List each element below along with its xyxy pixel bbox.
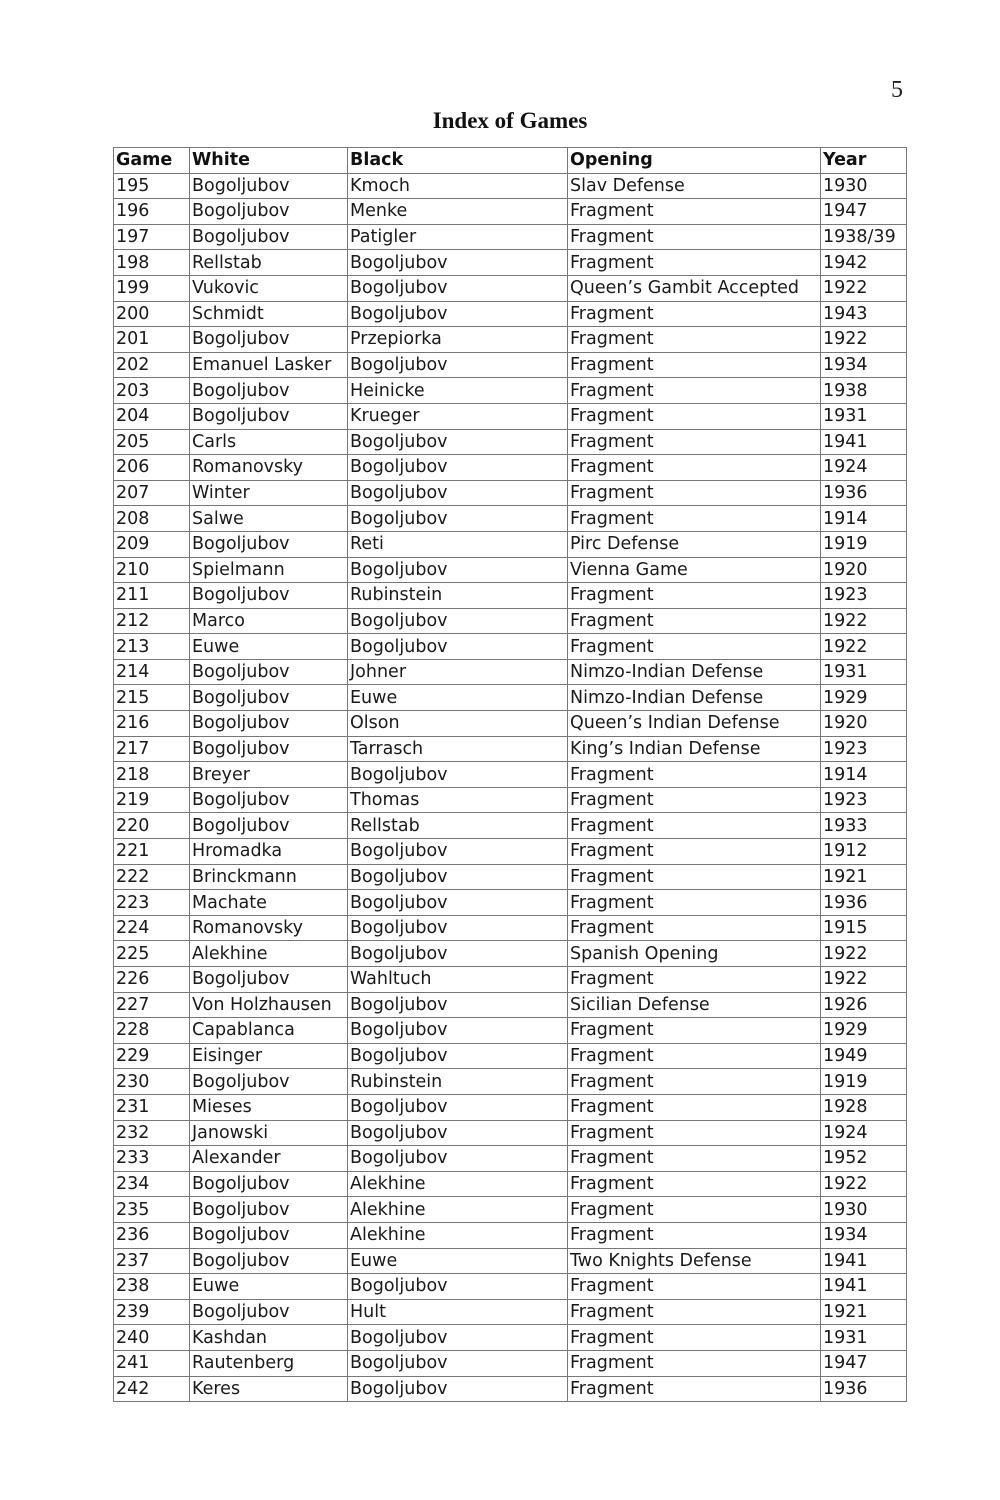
white-player-cell: Bogoljubov: [190, 224, 348, 250]
year-cell: 1941: [821, 429, 907, 455]
year-cell: 1921: [821, 864, 907, 890]
year-cell: 1922: [821, 1171, 907, 1197]
white-player-cell: Euwe: [190, 634, 348, 660]
year-cell: 1919: [821, 531, 907, 557]
opening-cell: Queen’s Gambit Accepted: [568, 275, 821, 301]
page-number: 5: [891, 77, 903, 103]
black-player-cell: Olson: [348, 711, 568, 737]
year-cell: 1952: [821, 1146, 907, 1172]
game-number-cell: 210: [114, 557, 190, 583]
opening-cell: Fragment: [568, 403, 821, 429]
year-cell: 1920: [821, 557, 907, 583]
white-player-cell: Bogoljubov: [190, 327, 348, 353]
column-header-white: White: [190, 148, 348, 174]
black-player-cell: Tarrasch: [348, 736, 568, 762]
opening-cell: King’s Indian Defense: [568, 736, 821, 762]
black-player-cell: Bogoljubov: [348, 839, 568, 865]
game-number-cell: 234: [114, 1171, 190, 1197]
game-number-cell: 224: [114, 915, 190, 941]
opening-cell: Fragment: [568, 1325, 821, 1351]
white-player-cell: Rellstab: [190, 250, 348, 276]
white-player-cell: Bogoljubov: [190, 173, 348, 199]
table-row: [114, 762, 907, 788]
white-player-cell: Euwe: [190, 1274, 348, 1300]
games-index-table: [113, 147, 907, 1402]
table-row: [114, 275, 907, 301]
year-cell: 1938/39: [821, 224, 907, 250]
table-row: [114, 1222, 907, 1248]
opening-cell: Fragment: [568, 762, 821, 788]
game-number-cell: 200: [114, 301, 190, 327]
white-player-cell: Bogoljubov: [190, 403, 348, 429]
opening-cell: Fragment: [568, 1376, 821, 1402]
column-header-black: Black: [348, 148, 568, 174]
black-player-cell: Bogoljubov: [348, 992, 568, 1018]
year-cell: 1936: [821, 1376, 907, 1402]
white-player-cell: Bogoljubov: [190, 1197, 348, 1223]
white-player-cell: Bogoljubov: [190, 1222, 348, 1248]
table-row: [114, 634, 907, 660]
year-cell: 1943: [821, 301, 907, 327]
game-number-cell: 201: [114, 327, 190, 353]
game-number-cell: 218: [114, 762, 190, 788]
table-row: [114, 327, 907, 353]
white-player-cell: Janowski: [190, 1120, 348, 1146]
opening-cell: Fragment: [568, 1018, 821, 1044]
opening-cell: Fragment: [568, 1069, 821, 1095]
game-number-cell: 217: [114, 736, 190, 762]
black-player-cell: Heinicke: [348, 378, 568, 404]
white-player-cell: Vukovic: [190, 275, 348, 301]
table-row: [114, 557, 907, 583]
table-row: [114, 455, 907, 481]
game-number-cell: 196: [114, 199, 190, 225]
opening-cell: Fragment: [568, 327, 821, 353]
table-row: [114, 250, 907, 276]
white-player-cell: Spielmann: [190, 557, 348, 583]
table-row: [114, 864, 907, 890]
black-player-cell: Bogoljubov: [348, 864, 568, 890]
opening-cell: Fragment: [568, 864, 821, 890]
white-player-cell: Bogoljubov: [190, 1171, 348, 1197]
white-player-cell: Bogoljubov: [190, 583, 348, 609]
game-number-cell: 237: [114, 1248, 190, 1274]
white-player-cell: Bogoljubov: [190, 685, 348, 711]
game-number-cell: 236: [114, 1222, 190, 1248]
white-player-cell: Bogoljubov: [190, 1299, 348, 1325]
table-row: [114, 711, 907, 737]
year-cell: 1934: [821, 1222, 907, 1248]
black-player-cell: Bogoljubov: [348, 1043, 568, 1069]
opening-cell: Fragment: [568, 583, 821, 609]
table-row: [114, 1043, 907, 1069]
white-player-cell: Bogoljubov: [190, 711, 348, 737]
year-cell: 1914: [821, 506, 907, 532]
white-player-cell: Kashdan: [190, 1325, 348, 1351]
game-number-cell: 221: [114, 839, 190, 865]
game-number-cell: 227: [114, 992, 190, 1018]
game-number-cell: 195: [114, 173, 190, 199]
opening-cell: Fragment: [568, 608, 821, 634]
black-player-cell: Menke: [348, 199, 568, 225]
game-number-cell: 230: [114, 1069, 190, 1095]
game-number-cell: 202: [114, 352, 190, 378]
black-player-cell: Johner: [348, 659, 568, 685]
black-player-cell: Bogoljubov: [348, 608, 568, 634]
black-player-cell: Bogoljubov: [348, 557, 568, 583]
white-player-cell: Von Holzhausen: [190, 992, 348, 1018]
game-number-cell: 235: [114, 1197, 190, 1223]
game-number-cell: 199: [114, 275, 190, 301]
game-number-cell: 203: [114, 378, 190, 404]
game-number-cell: 206: [114, 455, 190, 481]
game-number-cell: 225: [114, 941, 190, 967]
game-number-cell: 231: [114, 1094, 190, 1120]
game-number-cell: 238: [114, 1274, 190, 1300]
table-row: [114, 1350, 907, 1376]
opening-cell: Fragment: [568, 1222, 821, 1248]
black-player-cell: Alekhine: [348, 1222, 568, 1248]
opening-cell: Sicilian Defense: [568, 992, 821, 1018]
table-row: [114, 1018, 907, 1044]
game-number-cell: 239: [114, 1299, 190, 1325]
column-header-year: Year: [821, 148, 907, 174]
white-player-cell: Rautenberg: [190, 1350, 348, 1376]
table-body: [114, 173, 907, 1402]
column-header-opening: Opening: [568, 148, 821, 174]
opening-cell: Fragment: [568, 455, 821, 481]
table-row: [114, 403, 907, 429]
table-row: [114, 1146, 907, 1172]
game-number-cell: 219: [114, 787, 190, 813]
year-cell: 1947: [821, 1350, 907, 1376]
year-cell: 1931: [821, 403, 907, 429]
year-cell: 1923: [821, 736, 907, 762]
table-row: [114, 352, 907, 378]
opening-cell: Fragment: [568, 378, 821, 404]
black-player-cell: Bogoljubov: [348, 941, 568, 967]
year-cell: 1936: [821, 480, 907, 506]
table-row: [114, 378, 907, 404]
year-cell: 1929: [821, 685, 907, 711]
year-cell: 1931: [821, 659, 907, 685]
opening-cell: Slav Defense: [568, 173, 821, 199]
year-cell: 1923: [821, 787, 907, 813]
opening-cell: Fragment: [568, 429, 821, 455]
black-player-cell: Alekhine: [348, 1171, 568, 1197]
white-player-cell: Marco: [190, 608, 348, 634]
opening-cell: Fragment: [568, 1094, 821, 1120]
year-cell: 1915: [821, 915, 907, 941]
black-player-cell: Rellstab: [348, 813, 568, 839]
table-row: [114, 659, 907, 685]
table-row: [114, 1325, 907, 1351]
game-number-cell: 204: [114, 403, 190, 429]
white-player-cell: Eisinger: [190, 1043, 348, 1069]
white-player-cell: Salwe: [190, 506, 348, 532]
table-row: [114, 583, 907, 609]
year-cell: 1922: [821, 634, 907, 660]
table-row: [114, 1274, 907, 1300]
black-player-cell: Bogoljubov: [348, 1274, 568, 1300]
black-player-cell: Bogoljubov: [348, 429, 568, 455]
year-cell: 1922: [821, 967, 907, 993]
year-cell: 1922: [821, 608, 907, 634]
opening-cell: Fragment: [568, 890, 821, 916]
table-row: [114, 941, 907, 967]
table-row: [114, 967, 907, 993]
year-cell: 1933: [821, 813, 907, 839]
year-cell: 1926: [821, 992, 907, 1018]
table-row: [114, 915, 907, 941]
black-player-cell: Bogoljubov: [348, 890, 568, 916]
black-player-cell: Euwe: [348, 1248, 568, 1274]
white-player-cell: Machate: [190, 890, 348, 916]
game-number-cell: 213: [114, 634, 190, 660]
black-player-cell: Bogoljubov: [348, 250, 568, 276]
table-row: [114, 199, 907, 225]
game-number-cell: 232: [114, 1120, 190, 1146]
black-player-cell: Bogoljubov: [348, 1325, 568, 1351]
table-row: [114, 890, 907, 916]
black-player-cell: Rubinstein: [348, 1069, 568, 1095]
table-row: [114, 813, 907, 839]
white-player-cell: Breyer: [190, 762, 348, 788]
opening-cell: Fragment: [568, 1043, 821, 1069]
table-row: [114, 531, 907, 557]
white-player-cell: Hromadka: [190, 839, 348, 865]
white-player-cell: Romanovsky: [190, 455, 348, 481]
game-number-cell: 223: [114, 890, 190, 916]
white-player-cell: Brinckmann: [190, 864, 348, 890]
opening-cell: Nimzo-Indian Defense: [568, 685, 821, 711]
white-player-cell: Alexander: [190, 1146, 348, 1172]
year-cell: 1931: [821, 1325, 907, 1351]
year-cell: 1934: [821, 352, 907, 378]
opening-cell: Fragment: [568, 634, 821, 660]
year-cell: 1928: [821, 1094, 907, 1120]
white-player-cell: Bogoljubov: [190, 199, 348, 225]
black-player-cell: Przepiorka: [348, 327, 568, 353]
table-row: [114, 1197, 907, 1223]
table-row: [114, 224, 907, 250]
game-number-cell: 222: [114, 864, 190, 890]
black-player-cell: Thomas: [348, 787, 568, 813]
black-player-cell: Reti: [348, 531, 568, 557]
page-title: Index of Games: [432, 108, 588, 133]
black-player-cell: Bogoljubov: [348, 506, 568, 532]
opening-cell: Fragment: [568, 787, 821, 813]
year-cell: 1938: [821, 378, 907, 404]
table-row: [114, 1120, 907, 1146]
black-player-cell: Patigler: [348, 224, 568, 250]
opening-cell: Fragment: [568, 839, 821, 865]
game-number-cell: 212: [114, 608, 190, 634]
white-player-cell: Bogoljubov: [190, 787, 348, 813]
white-player-cell: Romanovsky: [190, 915, 348, 941]
opening-cell: Vienna Game: [568, 557, 821, 583]
opening-cell: Fragment: [568, 1197, 821, 1223]
opening-cell: Queen’s Indian Defense: [568, 711, 821, 737]
column-header-game: Game: [114, 148, 190, 174]
white-player-cell: Bogoljubov: [190, 531, 348, 557]
opening-cell: Fragment: [568, 506, 821, 532]
table-row: [114, 608, 907, 634]
opening-cell: Fragment: [568, 352, 821, 378]
white-player-cell: Winter: [190, 480, 348, 506]
year-cell: 1921: [821, 1299, 907, 1325]
opening-cell: Fragment: [568, 1350, 821, 1376]
black-player-cell: Euwe: [348, 685, 568, 711]
black-player-cell: Bogoljubov: [348, 1146, 568, 1172]
opening-cell: Nimzo-Indian Defense: [568, 659, 821, 685]
white-player-cell: Keres: [190, 1376, 348, 1402]
year-cell: 1923: [821, 583, 907, 609]
white-player-cell: Bogoljubov: [190, 813, 348, 839]
table-row: [114, 301, 907, 327]
black-player-cell: Bogoljubov: [348, 455, 568, 481]
opening-cell: Fragment: [568, 967, 821, 993]
black-player-cell: Bogoljubov: [348, 634, 568, 660]
white-player-cell: Emanuel Lasker: [190, 352, 348, 378]
table-row: [114, 1299, 907, 1325]
year-cell: 1941: [821, 1274, 907, 1300]
header-row: [114, 148, 907, 174]
black-player-cell: Bogoljubov: [348, 301, 568, 327]
opening-cell: Fragment: [568, 224, 821, 250]
white-player-cell: Bogoljubov: [190, 736, 348, 762]
year-cell: 1924: [821, 455, 907, 481]
table-row: [114, 1376, 907, 1402]
opening-cell: Fragment: [568, 480, 821, 506]
table-row: [114, 1248, 907, 1274]
game-number-cell: 214: [114, 659, 190, 685]
black-player-cell: Bogoljubov: [348, 352, 568, 378]
table-row: [114, 173, 907, 199]
black-player-cell: Bogoljubov: [348, 1350, 568, 1376]
year-cell: 1919: [821, 1069, 907, 1095]
opening-cell: Fragment: [568, 1299, 821, 1325]
game-number-cell: 216: [114, 711, 190, 737]
white-player-cell: Carls: [190, 429, 348, 455]
game-number-cell: 207: [114, 480, 190, 506]
year-cell: 1922: [821, 941, 907, 967]
black-player-cell: Bogoljubov: [348, 1018, 568, 1044]
opening-cell: Fragment: [568, 1120, 821, 1146]
year-cell: 1920: [821, 711, 907, 737]
year-cell: 1924: [821, 1120, 907, 1146]
opening-cell: Fragment: [568, 301, 821, 327]
black-player-cell: Bogoljubov: [348, 1376, 568, 1402]
game-number-cell: 229: [114, 1043, 190, 1069]
opening-cell: Fragment: [568, 1146, 821, 1172]
black-player-cell: Krueger: [348, 403, 568, 429]
black-player-cell: Bogoljubov: [348, 1094, 568, 1120]
white-player-cell: Schmidt: [190, 301, 348, 327]
white-player-cell: Bogoljubov: [190, 378, 348, 404]
game-number-cell: 228: [114, 1018, 190, 1044]
opening-cell: Fragment: [568, 915, 821, 941]
black-player-cell: Alekhine: [348, 1197, 568, 1223]
year-cell: 1930: [821, 1197, 907, 1223]
opening-cell: Fragment: [568, 1171, 821, 1197]
opening-cell: Spanish Opening: [568, 941, 821, 967]
black-player-cell: Bogoljubov: [348, 915, 568, 941]
table-row: [114, 839, 907, 865]
year-cell: 1930: [821, 173, 907, 199]
game-number-cell: 215: [114, 685, 190, 711]
game-number-cell: 220: [114, 813, 190, 839]
table-row: [114, 1171, 907, 1197]
game-number-cell: 242: [114, 1376, 190, 1402]
opening-cell: Fragment: [568, 813, 821, 839]
table-row: [114, 1094, 907, 1120]
black-player-cell: Kmoch: [348, 173, 568, 199]
year-cell: 1942: [821, 250, 907, 276]
table-header: [114, 148, 907, 174]
game-number-cell: 208: [114, 506, 190, 532]
game-number-cell: 211: [114, 583, 190, 609]
white-player-cell: Bogoljubov: [190, 967, 348, 993]
table-row: [114, 685, 907, 711]
black-player-cell: Rubinstein: [348, 583, 568, 609]
white-player-cell: Capablanca: [190, 1018, 348, 1044]
white-player-cell: Bogoljubov: [190, 1069, 348, 1095]
black-player-cell: Bogoljubov: [348, 762, 568, 788]
black-player-cell: Hult: [348, 1299, 568, 1325]
year-cell: 1941: [821, 1248, 907, 1274]
game-number-cell: 240: [114, 1325, 190, 1351]
white-player-cell: Mieses: [190, 1094, 348, 1120]
black-player-cell: Bogoljubov: [348, 1120, 568, 1146]
white-player-cell: Bogoljubov: [190, 1248, 348, 1274]
game-number-cell: 205: [114, 429, 190, 455]
game-number-cell: 198: [114, 250, 190, 276]
year-cell: 1929: [821, 1018, 907, 1044]
year-cell: 1912: [821, 839, 907, 865]
table-row: [114, 429, 907, 455]
white-player-cell: Bogoljubov: [190, 659, 348, 685]
game-number-cell: 233: [114, 1146, 190, 1172]
table-row: [114, 787, 907, 813]
table-row: [114, 992, 907, 1018]
white-player-cell: Alekhine: [190, 941, 348, 967]
year-cell: 1936: [821, 890, 907, 916]
opening-cell: Fragment: [568, 199, 821, 225]
year-cell: 1922: [821, 275, 907, 301]
black-player-cell: Bogoljubov: [348, 275, 568, 301]
opening-cell: Fragment: [568, 1274, 821, 1300]
game-number-cell: 209: [114, 531, 190, 557]
opening-cell: Fragment: [568, 250, 821, 276]
table-row: [114, 480, 907, 506]
black-player-cell: Bogoljubov: [348, 480, 568, 506]
game-number-cell: 226: [114, 967, 190, 993]
year-cell: 1949: [821, 1043, 907, 1069]
opening-cell: Pirc Defense: [568, 531, 821, 557]
table-row: [114, 506, 907, 532]
table-row: [114, 736, 907, 762]
year-cell: 1947: [821, 199, 907, 225]
black-player-cell: Wahltuch: [348, 967, 568, 993]
year-cell: 1922: [821, 327, 907, 353]
game-number-cell: 241: [114, 1350, 190, 1376]
game-number-cell: 197: [114, 224, 190, 250]
year-cell: 1914: [821, 762, 907, 788]
table-row: [114, 1069, 907, 1095]
opening-cell: Two Knights Defense: [568, 1248, 821, 1274]
